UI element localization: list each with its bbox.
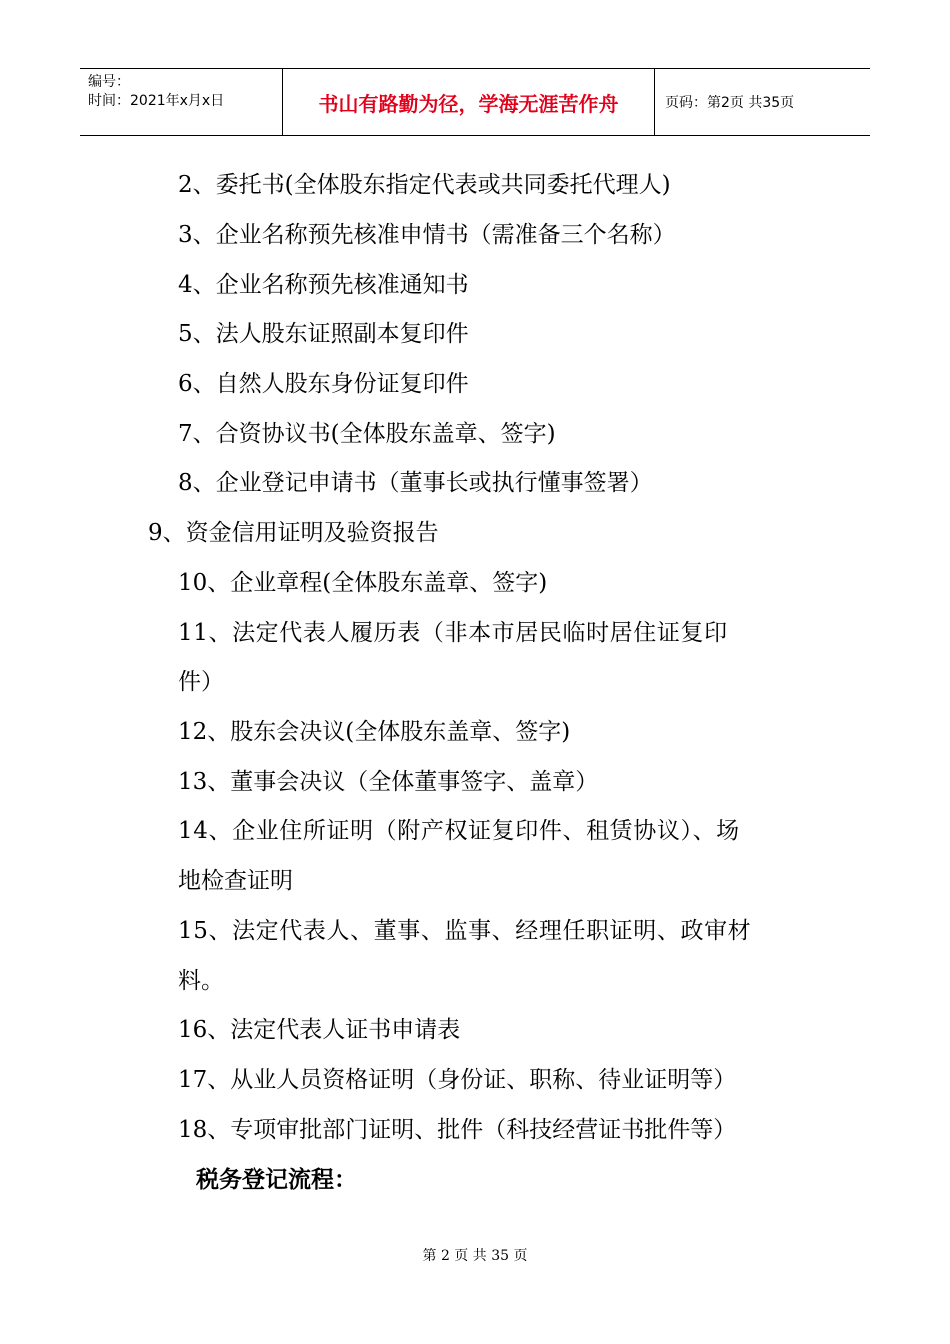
- page-footer: 第 2 页 共 35 页: [422, 1248, 528, 1264]
- list-item: 14、企业住所证明（附产权证复印件、租赁协议）、场: [178, 818, 740, 844]
- list-item: 11、法定代表人履历表（非本市居民临时居住证复印: [178, 620, 728, 646]
- list-item: 4、企业名称预先核准通知书: [178, 272, 469, 298]
- list-item: 16、法定代表人证书申请表: [178, 1017, 461, 1043]
- list-item: 17、从业人员资格证明（身份证、职称、待业证明等）: [178, 1067, 737, 1093]
- list-item: 12、股东会决议(全体股东盖章、签字): [178, 719, 571, 745]
- list-item: 15、法定代表人、董事、监事、经理任职证明、政审材: [178, 918, 752, 944]
- list-item: 18、专项审批部门证明、批件（科技经营证书批件等）: [178, 1117, 737, 1143]
- list-item: 6、自然人股东身份证复印件: [178, 371, 469, 397]
- header-motto: 书山有路勤为径，学海无涯苦作舟: [283, 69, 655, 135]
- list-item: 8、企业登记申请书（董事长或执行懂事签署）: [178, 470, 653, 496]
- header-page-info: 页码：第2页 共35页: [665, 95, 795, 111]
- page-header: [80, 68, 870, 136]
- list-item: 5、法人股东证照副本复印件: [178, 321, 469, 347]
- header-meta: [80, 69, 283, 135]
- header-number-label: 编号：: [88, 74, 130, 90]
- header-time-label: 时间：2021年x月x日: [88, 93, 225, 109]
- list-item: 13、董事会决议（全体董事签字、盖章）: [178, 769, 599, 795]
- list-item: 9、资金信用证明及验资报告: [148, 520, 439, 546]
- list-item-continuation: 料。: [178, 968, 224, 994]
- section-heading: 税务登记流程：: [196, 1167, 357, 1193]
- list-item: 3、企业名称预先核准申情书（需准备三个名称）: [178, 222, 676, 248]
- list-item: 2、委托书(全体股东指定代表或共同委托代理人): [178, 172, 671, 198]
- list-item-continuation: 地检查证明: [178, 868, 293, 894]
- list-item: 10、企业章程(全体股东盖章、签字): [178, 570, 548, 596]
- list-item: 7、合资协议书(全体股东盖章、签字): [178, 421, 556, 447]
- list-item-continuation: 件）: [178, 669, 224, 695]
